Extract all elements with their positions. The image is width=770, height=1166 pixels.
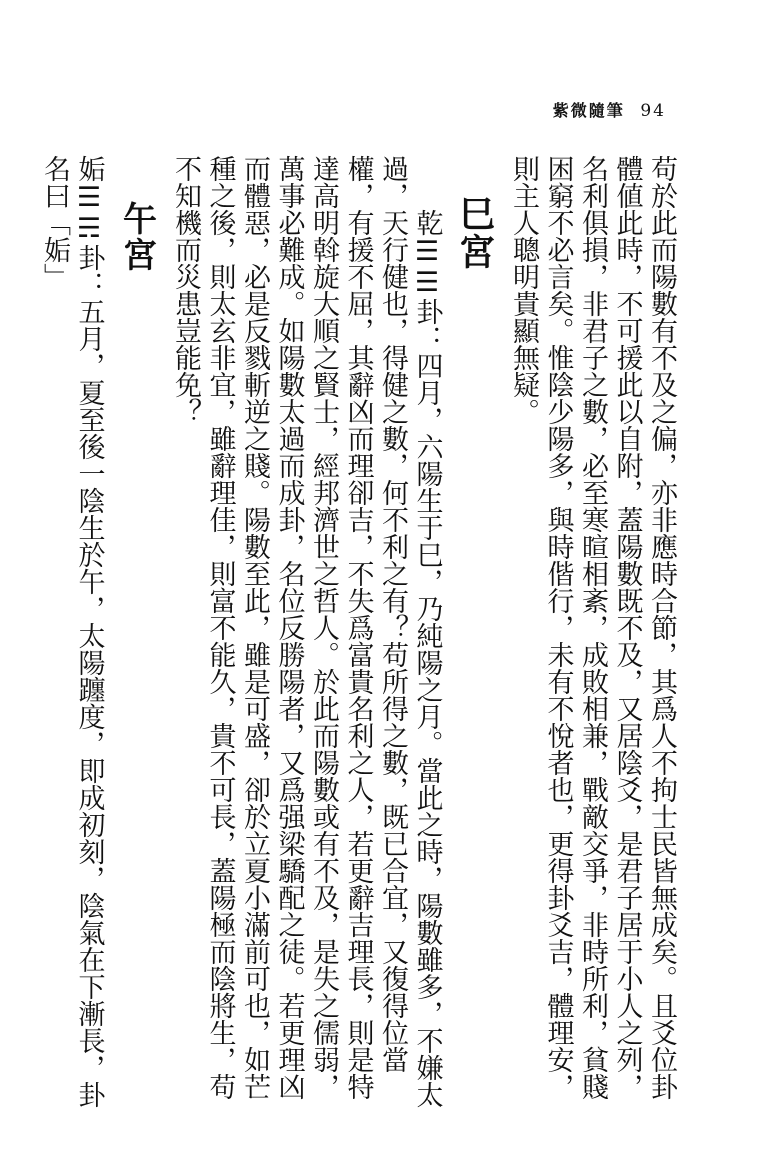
section-title-wu-palace: 午宮 <box>116 201 157 273</box>
page-number: 94 <box>640 101 666 121</box>
running-header <box>553 98 666 121</box>
section-title-si-palace: 巳宮 <box>453 195 496 271</box>
vertical-text-body <box>39 155 678 1120</box>
paragraph-qian-hexagram: 乾☰☰卦：四月，六陽生于巳，乃純陽之月。當此之時，陽數雖多，不嫌太過，天行健也，得健之數，何不利之有？苟所得之數，既已合宜，又復得位當權，有援不屈，其辭凶而理卻吉，不失爲富貴名利之人，若更辭吉理長，則是特達高明斡旋大順之賢士，經邦濟世之哲人。於此而陽數或有不及，是失之儒弱，萬事必難成。如陽數太過而成卦，名位反勝陽者，又爲强梁驕配之徒。若更理凶而體惡，必是反戮斬逆之賤。陽數至此，雖是可盛，卻於立夏小滿前可也，如芒種之後，則太玄非宜，雖辭理佳，則富不能久，貴不可長，蓋陽極而陰將生，苟不知機而災患豈能免？ <box>170 155 443 1108</box>
book-title: 紫微隨筆 <box>552 101 625 120</box>
paragraph-continued: 苟於此而陽數有不及之偏，亦非應時合節，其爲人不拘士民皆無成矣。且爻位卦體値此時，不可援此以自附，蓋陽數既不及，又居陰爻，是君子居于小人之列，名利俱損，非君子之數，必至寒暄相紊，成敗相兼，戰敵交爭，非時所利，貧賤困窮不必言矣。惟陰少陽多，與時偕行，未有不悅者也，更得卦爻吉，體理安，則主人聰明貴顯無疑。 <box>508 155 677 1100</box>
paragraph-gou-hexagram: 姤☰☴卦：五月，夏至後一陰生於午，太陽躔度，即成初刻，陰氣在下漸長，卦名曰「姤」 <box>39 155 105 1108</box>
